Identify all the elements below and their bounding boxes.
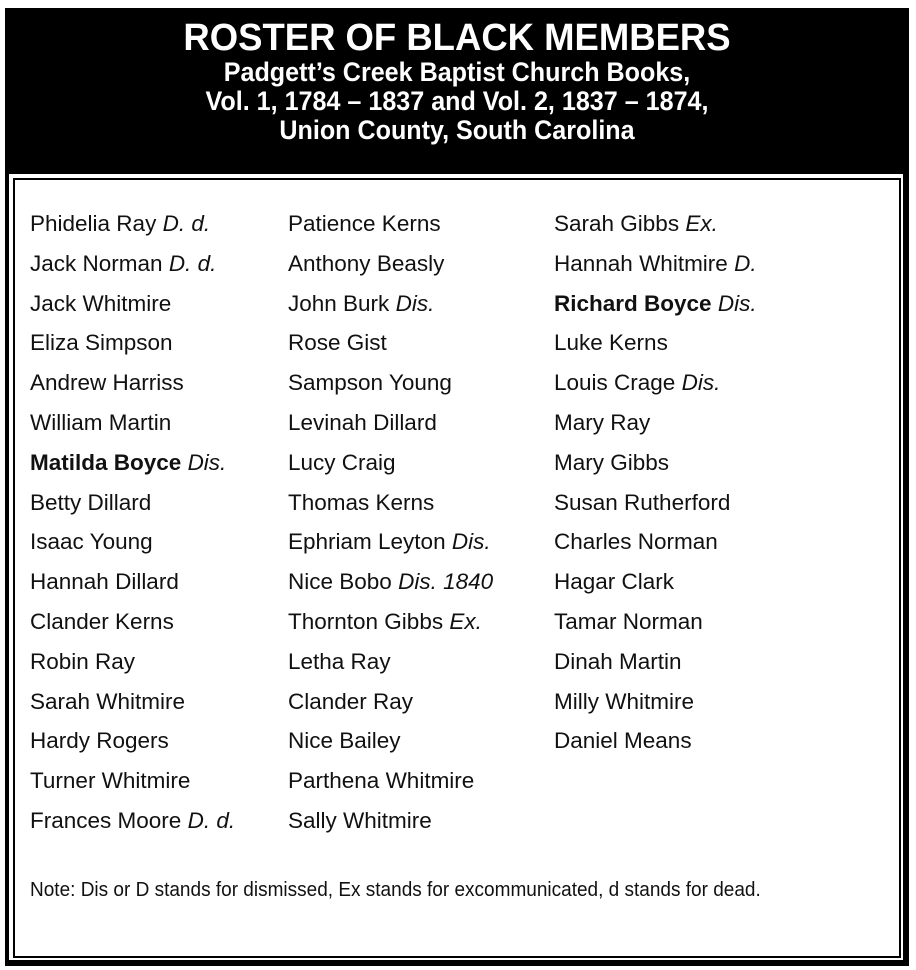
member-name: John Burk [288, 290, 390, 316]
member-name: Louis Crage [554, 370, 676, 396]
member-row [554, 562, 757, 602]
member-name: Betty Dillard [30, 489, 152, 515]
member-row [30, 522, 235, 562]
member-row [288, 363, 493, 403]
member-row [554, 721, 757, 761]
member-status: Ex. [449, 608, 482, 634]
subtitle-line-2: Vol. 1, 1784 – 1837 and Vol. 2, 1837 – 1874, [205, 86, 709, 116]
member-name: Tamar Norman [554, 608, 703, 634]
member-row [30, 682, 235, 722]
member-row [30, 284, 235, 324]
member-name: Levinah Dillard [288, 409, 437, 435]
member-name: Frances Moore [30, 807, 182, 833]
member-row [30, 642, 235, 682]
member-name: Parthena Whitmire [288, 768, 475, 794]
member-name: Andrew Harriss [30, 370, 184, 396]
member-name: Lucy Craig [288, 449, 396, 475]
member-name: Hardy Rogers [30, 728, 169, 754]
member-row [30, 483, 235, 523]
member-row [288, 403, 493, 443]
member-row [30, 363, 235, 403]
subtitle-line-3: Union County, South Carolina [279, 115, 635, 145]
member-row [30, 323, 235, 363]
member-name: Charles Norman [554, 529, 718, 555]
member-row [288, 682, 493, 722]
member-status: D. d. [162, 211, 211, 236]
member-name: Daniel Means [554, 728, 692, 754]
member-name: Rose Gist [288, 330, 387, 356]
member-row [288, 483, 493, 523]
member-status: D. [734, 250, 757, 276]
member-name: Matilda Boyce [30, 449, 182, 475]
member-row [554, 244, 757, 284]
member-name: Mary Ray [554, 409, 651, 435]
member-row [554, 443, 757, 483]
member-row [554, 284, 757, 324]
member-name: Letha Ray [288, 648, 391, 674]
member-row [554, 323, 757, 363]
member-row [554, 204, 757, 244]
member-row [288, 522, 493, 562]
member-name: Nice Bailey [288, 728, 401, 754]
member-row [288, 602, 493, 642]
member-status: Dis. [187, 449, 227, 475]
member-row [30, 204, 235, 244]
member-name: Sampson Young [288, 370, 452, 396]
member-row [288, 721, 493, 761]
member-name: Luke Kerns [554, 330, 668, 356]
member-column-1 [30, 204, 235, 841]
member-row [30, 443, 235, 483]
member-row [288, 562, 493, 602]
member-row [30, 602, 235, 642]
member-row [554, 602, 757, 642]
member-name: William Martin [30, 409, 172, 435]
member-row [554, 642, 757, 682]
member-name: Phidelia Ray [30, 211, 157, 236]
member-status: D. d. [168, 250, 217, 276]
member-name: Hannah Whitmire [554, 250, 728, 276]
member-row [288, 761, 493, 801]
member-name: Dinah Martin [554, 648, 682, 674]
member-row [288, 323, 493, 363]
member-name: Anthony Beasly [288, 250, 445, 276]
member-row [554, 403, 757, 443]
member-row [288, 204, 493, 244]
member-row [554, 483, 757, 523]
abbreviation-note: Note: Dis or D stands for dismissed, Ex stands for excommunicated, d stands for dead. [30, 879, 761, 901]
member-row [554, 363, 757, 403]
member-status: Dis. [451, 529, 491, 555]
member-name: Hannah Dillard [30, 569, 179, 595]
member-column-2 [288, 204, 493, 841]
member-column-3 [554, 204, 757, 761]
member-row [288, 801, 493, 841]
member-row [30, 562, 235, 602]
member-row [30, 244, 235, 284]
member-status: D. d. [187, 807, 236, 833]
member-status: Dis. [717, 290, 757, 316]
member-name: Jack Whitmire [30, 290, 172, 316]
member-status: Dis. [395, 290, 435, 316]
member-row [30, 801, 235, 841]
member-name: Sarah Gibbs [554, 211, 680, 236]
member-name: Jack Norman [30, 250, 163, 276]
page-title: ROSTER OF BLACK MEMBERS [183, 17, 731, 59]
member-name: Richard Boyce [554, 290, 712, 316]
member-name: Eliza Simpson [30, 330, 173, 356]
member-row [30, 761, 235, 801]
member-name: Nice Bobo [288, 569, 392, 595]
member-row [288, 642, 493, 682]
member-name: Clander Kerns [30, 608, 174, 634]
member-name: Patience Kerns [288, 211, 441, 236]
member-name: Thornton Gibbs [288, 608, 444, 634]
member-name: Mary Gibbs [554, 449, 670, 475]
member-name: Clander Ray [288, 688, 414, 714]
member-row [288, 443, 493, 483]
member-name: Turner Whitmire [30, 768, 191, 794]
member-row [288, 284, 493, 324]
member-name: Robin Ray [30, 648, 136, 674]
member-row [554, 682, 757, 722]
member-name: Susan Rutherford [554, 489, 731, 515]
member-name: Thomas Kerns [288, 489, 435, 515]
member-name: Hagar Clark [554, 569, 675, 595]
member-name: Ephriam Leyton [288, 529, 446, 555]
member-name: Sarah Whitmire [30, 688, 186, 714]
member-status: Dis. [681, 370, 721, 396]
member-row [288, 244, 493, 284]
member-name: Isaac Young [30, 529, 153, 555]
roster-header [5, 8, 909, 174]
member-status: Dis. 1840 [398, 569, 494, 595]
member-row [30, 721, 235, 761]
member-status: Ex. [685, 211, 718, 236]
subtitle-line-1: Padgett’s Creek Baptist Church Books, [223, 57, 691, 87]
member-name: Sally Whitmire [288, 807, 432, 833]
roster-body [13, 178, 901, 958]
roster-frame [5, 8, 909, 966]
roster-body-gap [9, 174, 903, 960]
member-row [554, 522, 757, 562]
member-name: Milly Whitmire [554, 688, 694, 714]
member-row [30, 403, 235, 443]
